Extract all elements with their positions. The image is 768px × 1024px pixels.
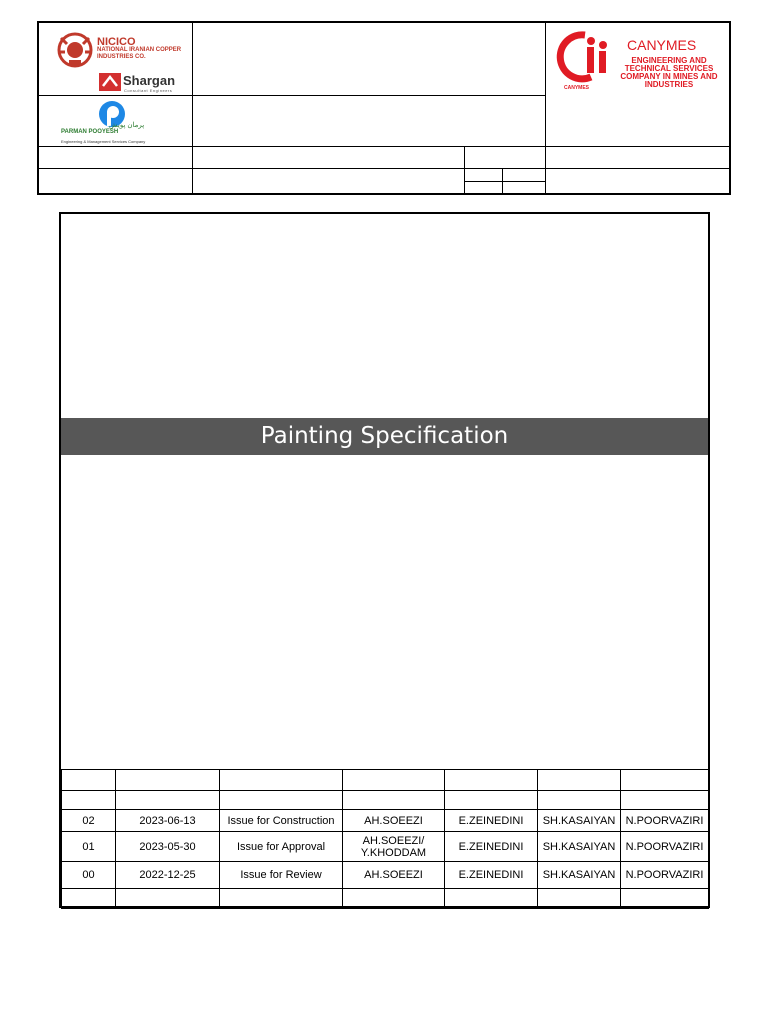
rev-purpose: Issue for Review bbox=[220, 862, 343, 889]
rev-authorized-by: N.POORVAZIRI bbox=[621, 862, 709, 889]
table-cell bbox=[445, 791, 538, 810]
nicico-name: NICICO bbox=[97, 36, 136, 48]
table-cell bbox=[538, 770, 621, 791]
table-row bbox=[62, 770, 709, 791]
rev-number: 02 bbox=[62, 810, 116, 832]
revision-table bbox=[61, 769, 709, 909]
rev-authorized-by: N.POORVAZIRI bbox=[621, 832, 709, 862]
rev-prepared-by: AH.SOEEZI bbox=[343, 810, 445, 832]
header-divider bbox=[545, 146, 546, 193]
table-cell bbox=[621, 770, 709, 791]
table-cell bbox=[343, 791, 445, 810]
table-row bbox=[62, 889, 709, 909]
header-divider bbox=[464, 146, 465, 193]
rev-authorized-by: N.POORVAZIRI bbox=[621, 810, 709, 832]
revision-row bbox=[62, 832, 709, 862]
rev-prepared-by: AH.SOEEZI/ Y.KHODDAM bbox=[343, 832, 445, 862]
cover-page-frame bbox=[59, 212, 710, 908]
canymes-name: CANYMES bbox=[627, 37, 697, 53]
table-cell bbox=[343, 889, 445, 909]
rev-purpose: Issue for Construction bbox=[220, 810, 343, 832]
nicico-emblem-icon bbox=[55, 30, 95, 70]
document-header-block bbox=[37, 21, 731, 195]
header-divider bbox=[545, 23, 546, 146]
rev-date: 2023-05-30 bbox=[116, 832, 220, 862]
table-cell bbox=[538, 791, 621, 810]
revision-row bbox=[62, 862, 709, 889]
rev-number: 00 bbox=[62, 862, 116, 889]
nicico-subtitle: NATIONAL IRANIAN COPPER INDUSTRIES CO. bbox=[97, 47, 182, 60]
table-cell bbox=[621, 889, 709, 909]
revision-row bbox=[62, 810, 709, 832]
header-divider bbox=[464, 181, 545, 182]
rev-purpose: Issue for Approval bbox=[220, 832, 343, 862]
table-cell bbox=[220, 770, 343, 791]
rev-approved-by: SH.KASAIYAN bbox=[538, 832, 621, 862]
table-cell bbox=[62, 791, 116, 810]
parman-pooyesh-name: PARMAN POOYESH bbox=[61, 129, 119, 135]
table-cell bbox=[621, 791, 709, 810]
table-cell bbox=[343, 770, 445, 791]
table-cell bbox=[116, 791, 220, 810]
header-divider bbox=[39, 95, 545, 96]
rev-checked-by: E.ZEINEDINI bbox=[445, 832, 538, 862]
table-cell bbox=[445, 770, 538, 791]
rev-date: 2022-12-25 bbox=[116, 862, 220, 889]
table-row bbox=[62, 791, 709, 810]
rev-approved-by: SH.KASAIYAN bbox=[538, 810, 621, 832]
parman-pooyesh-persian-name: پرمان پویش bbox=[109, 122, 145, 129]
table-cell bbox=[62, 770, 116, 791]
rev-checked-by: E.ZEINEDINI bbox=[445, 810, 538, 832]
table-cell bbox=[220, 791, 343, 810]
table-cell bbox=[538, 889, 621, 909]
shargan-subtitle: Consultant Engineers bbox=[124, 88, 173, 93]
table-cell bbox=[220, 889, 343, 909]
rev-number: 01 bbox=[62, 832, 116, 862]
table-cell bbox=[116, 770, 220, 791]
canymes-logo-text: CANYMES bbox=[564, 85, 590, 91]
document-title: Painting Specification bbox=[61, 418, 708, 455]
shargan-name: Shargan bbox=[123, 73, 176, 88]
rev-date: 2023-06-13 bbox=[116, 810, 220, 832]
rev-prepared-by: AH.SOEEZI bbox=[343, 862, 445, 889]
parman-pooyesh-subtitle: Engineering & Management Services Company bbox=[61, 139, 146, 144]
rev-checked-by: E.ZEINEDINI bbox=[445, 862, 538, 889]
rev-approved-by: SH.KASAIYAN bbox=[538, 862, 621, 889]
canymes-subtitle: ENGINEERING AND TECHNICAL SERVICES COMPANY IN MINES AND INDUSTRIES bbox=[620, 56, 718, 89]
canymes-logo-icon bbox=[555, 29, 613, 85]
table-cell bbox=[445, 889, 538, 909]
header-divider bbox=[39, 146, 729, 147]
shargan-logo-icon bbox=[99, 73, 121, 91]
header-divider bbox=[39, 168, 729, 169]
table-cell bbox=[116, 889, 220, 909]
table-cell bbox=[62, 889, 116, 909]
